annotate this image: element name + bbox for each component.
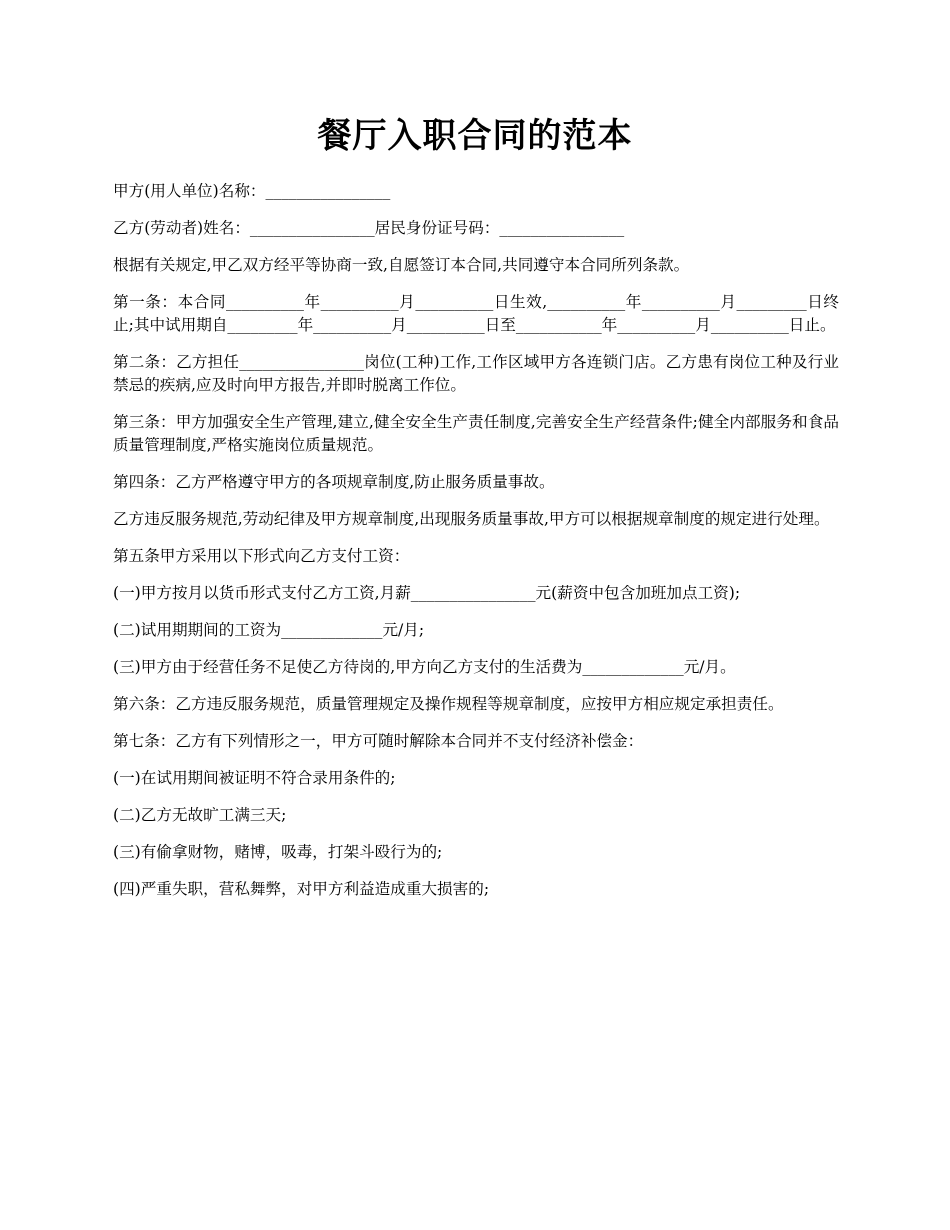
article-5-item-2: (二)试用期期间的工资为_____________元/月; <box>113 621 425 639</box>
article-7-item-3: (三)有偷拿财物，赌博，吸毒，打架斗殴行为的; <box>113 843 443 861</box>
article-5-item-1: (一)甲方按月以货币形式支付乙方工资,月薪________________元(薪资中包含加班加点工资); <box>113 584 741 602</box>
article-7-item-2: (二)乙方无故旷工满三天; <box>113 806 287 824</box>
article-7: 第七条：乙方有下列情形之一，甲方可随时解除本合同并不支付经济补偿金： <box>113 732 644 750</box>
article-1: 第一条：本合同__________年__________月__________日生效,__________年__________月_________日终止;其中试用期自_________年__________月__________日至___________年__________月__________日止。 <box>113 293 839 334</box>
party-a-name: 甲方(用人单位)名称：________________ <box>113 182 391 200</box>
article-5: 第五条甲方采用以下形式向乙方支付工资： <box>113 547 410 565</box>
party-b-name-id: 乙方(劳动者)姓名：________________居民身份证号码：________________ <box>113 219 625 237</box>
document-title: 餐厅入职合同的范本 <box>317 116 633 156</box>
article-3: 第三条：甲方加强安全生产管理,建立,健全安全生产责任制度,完善安全生产经营条件;健全内部服务和食品质量管理制度,严格实施岗位质量规范。 <box>113 413 839 454</box>
preamble: 根据有关规定,甲乙双方经平等协商一致,自愿签订本合同,共同遵守本合同所列条款。 <box>113 256 690 274</box>
article-6: 第六条：乙方违反服务规范，质量管理规定及操作规程等规章制度，应按甲方相应规定承担责任。 <box>113 695 784 713</box>
document-body <box>113 180 839 915</box>
article-2: 第二条：乙方担任________________岗位(工种)工作,工作区域甲方各连锁门店。乙方患有岗位工种及行业禁忌的疾病,应及时向甲方报告,并即时脱离工作位。 <box>113 353 839 394</box>
article-7-item-4: (四)严重失职，营私舞弊，对甲方利益造成重大损害的; <box>113 880 490 898</box>
article-4-detail: 乙方违反服务规范,劳动纪律及甲方规章制度,出现服务质量事故,甲方可以根据规章制度的规定进行处理。 <box>113 510 830 528</box>
article-4: 第四条：乙方严格遵守甲方的各项规章制度,防止服务质量事故。 <box>113 473 555 491</box>
article-5-item-3: (三)甲方由于经营任务不足使乙方待岗的,甲方向乙方支付的生活费为_____________元/月。 <box>113 658 736 676</box>
article-7-item-1: (一)在试用期间被证明不符合录用条件的; <box>113 769 396 787</box>
